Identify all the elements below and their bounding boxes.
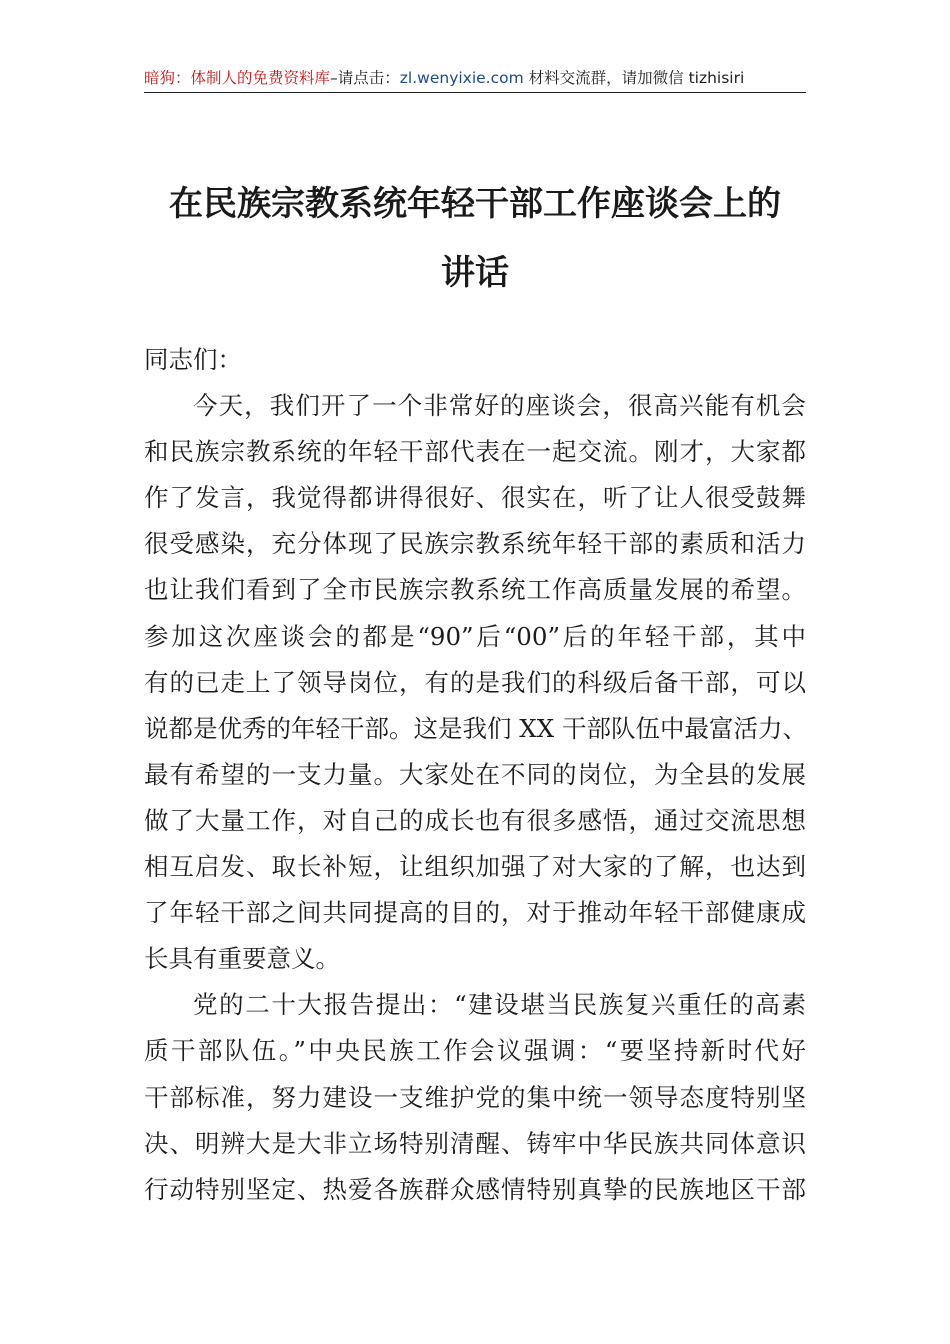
header-link[interactable]: zl.wenyixie.com (399, 69, 524, 87)
body-line: 很受感染，充分体现了民族宗教系统年轻干部的素质和活力 (144, 529, 806, 559)
header-site-name: 暗狗：体制人的免费资料库 (144, 69, 331, 87)
body-line: 最有希望的一支力量。大家处在不同的岗位，为全县的发展 (144, 759, 806, 789)
body-line: 今天，我们开了一个非常好的座谈会，很高兴能有机会 (193, 391, 806, 421)
body-line: 作了发言，我觉得都讲得很好、很实在，听了让人很受鼓舞 (144, 483, 806, 513)
body-line: 决、明辨大是大非立场特别清醒、铸牢中华民族共同体意识 (144, 1128, 806, 1158)
document-title-line-2: 讲话 (441, 253, 509, 293)
body-line: 有的已走上了领导岗位，有的是我们的科级后备干部，可以 (144, 667, 806, 697)
body-line: 长具有重要意义。 (144, 944, 340, 974)
header-click-prompt: –请点击： (330, 69, 400, 87)
body-line: 参加这次座谈会的都是“90”后“00”后的年轻干部，其中 (144, 621, 806, 651)
body-line: 也让我们看到了全市民族宗教系统工作高质量发展的希望。 (144, 575, 806, 605)
document-body (144, 337, 806, 1213)
body-line: 质干部队伍。”中央民族工作会议强调：“要坚持新时代好 (144, 1036, 806, 1066)
header-wechat-note: 材料交流群，请加微信 tizhisiri (523, 69, 745, 87)
document-title-line-1: 在民族宗教系统年轻干部工作座谈会上的 (169, 184, 781, 224)
body-line: 行动特别坚定、热爱各族群众感情特别真挚的民族地区干部 (144, 1174, 806, 1204)
body-line: 相互启发、取长补短，让组织加强了对大家的了解，也达到 (144, 852, 806, 882)
body-line: 做了大量工作，对自己的成长也有很多感悟，通过交流思想 (144, 805, 806, 835)
body-line: 了年轻干部之间共同提高的目的，对于推动年轻干部健康成 (144, 898, 806, 928)
body-line: 说都是优秀的年轻干部。这是我们 XX 干部队伍中最富活力、 (144, 713, 807, 743)
body-line: 和民族宗教系统的年轻干部代表在一起交流。刚才，大家都 (144, 437, 806, 467)
salutation-line: 同志们： (144, 345, 242, 374)
page-header (144, 64, 806, 93)
body-line: 党的二十大报告提出：“建设堪当民族复兴重任的高素 (193, 990, 806, 1020)
body-line: 干部标准，努力建设一支维护党的集中统一领导态度特别坚 (144, 1082, 806, 1112)
